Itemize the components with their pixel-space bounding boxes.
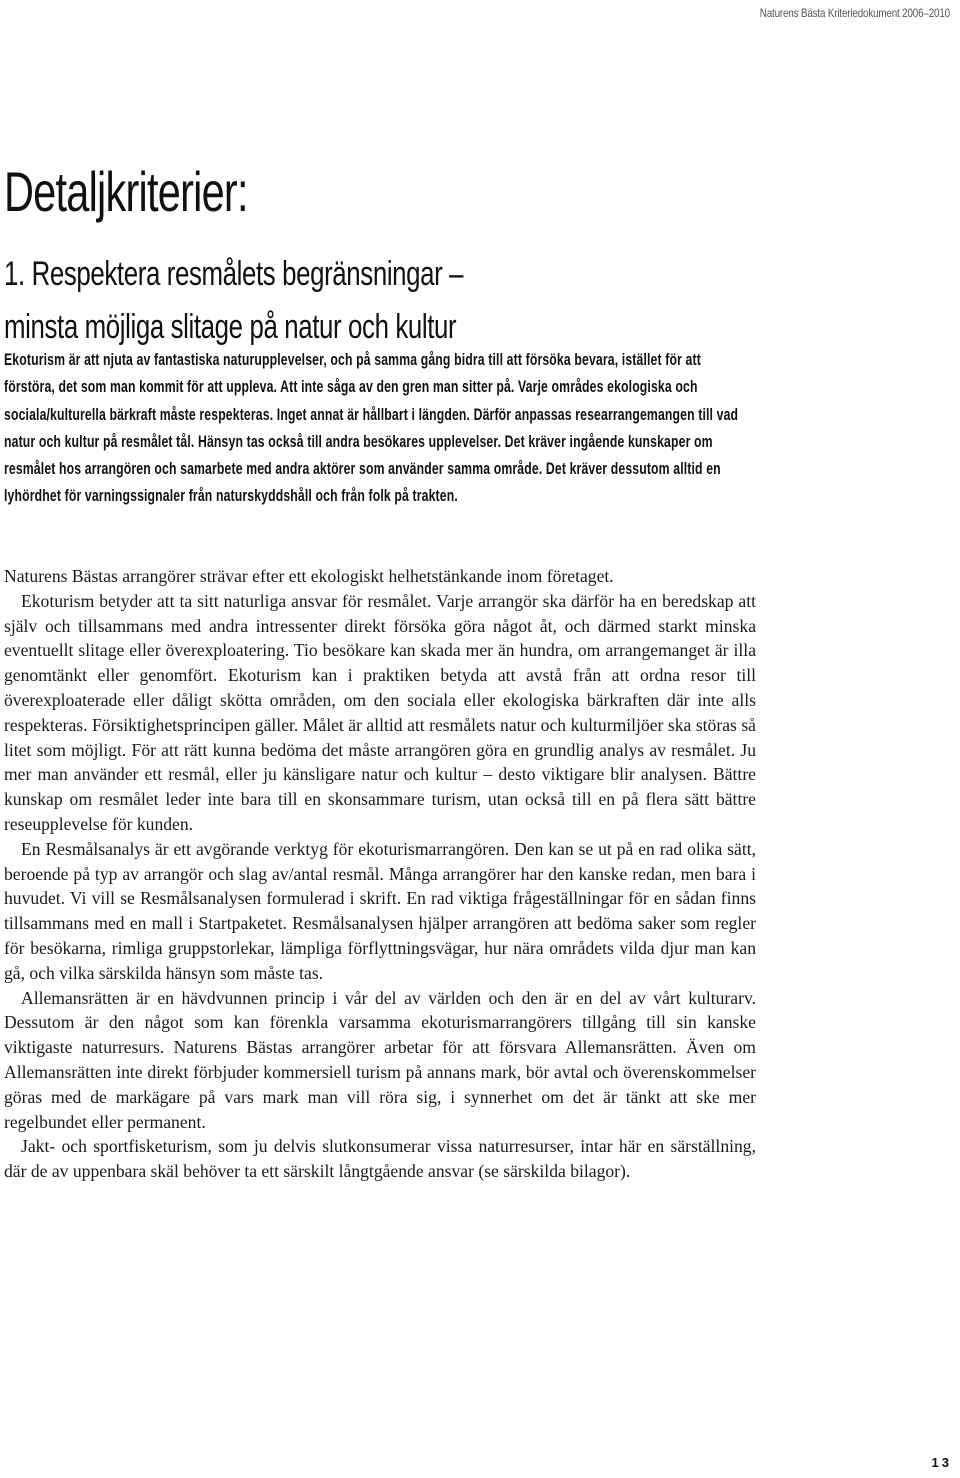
- body-text: [4, 564, 756, 1184]
- body-paragraph-1: Naturens Bästas arrangörer strävar efter ett ekologiskt helhetstänkande inom företaget.: [4, 566, 614, 586]
- section-heading: [4, 248, 490, 354]
- section-heading-line-1: 1. Respektera resmålets begränsningar –: [4, 255, 464, 293]
- body-paragraph-4: Allemansrätten är en hävdvunnen princip i vår del av världen och den är en del av vårt kulturarv. Dessutom är den något som kan förenkla varsamma ekoturismarrangörers tillgång till sin kanske viktigaste naturresurs. Naturens Bästas arrangörer arbetar för att försvara Allemansrätten. Även om Allemansrätten inte direkt förbjuder kommersiell turism på annans mark, bör avtal och överenskommelser göras med de markägare på vars mark man vill röra sig, i synnerhet om det är tänkt att ske mer regelbundet eller permanent.: [4, 987, 756, 1132]
- page-number: 13: [931, 1455, 952, 1470]
- body-paragraph-2: Ekoturism betyder att ta sitt naturliga ansvar för resmålet. Varje arrangör ska därför ha en beredskap att själv och tillsammans med andra intressenter direkt försöka göra något åt, och därmed starkt minska eventuellt slitage eller överexploatering. Tio besökare kan skada mer än hundra, om arrangemanget är illa genomtänkt eller genomfört. Ekoturism kan i praktiken betyda att avstå från att ordna resor till överexploaterade eller dåligt skötta områden, om den sociala eller ekologiska bärkraften där inte alls respekteras. Försiktighetsprincipen gäller. Målet är alltid att resmålets natur och kulturmiljöer ska störas så litet som möjligt. För att rätt kunna bedöma det måste arrangören göra en grundlig analys av resmålet. Ju mer man använder ett resmål, eller ju känsligare natur och kultur – desto viktigare blir analysen. Bättre kunskap om resmålet leder inte bara till en skonsammare turism, utan också till en på flera sätt bättre reseupplevelse för kunden.: [4, 590, 756, 834]
- body-paragraph-3: En Resmålsanalys är ett avgörande verktyg för ekoturismarrangören. Den kan se ut på en rad olika sätt, beroende på typ av arrangör och slag av/antal resmål. Många arrangörer har den kanske redan, men bara i huvudet. Vi vill se Resmålsanalysen formulerad i skrift. En rad viktiga frågeställningar för en sådan finns tillsammans med en mall i Startpaketet. Resmålsanalysen hjälper arrangören att bedöma saker som regler för besökarna, rimliga gruppstorlekar, lämpliga förflyttningsvägar, hur nära områdets vilda djur man kan gå, och vilka särskilda hänsyn som måste tas.: [4, 838, 756, 983]
- lead-paragraph: Ekoturism är att njuta av fantastiska naturupplevelser, och på samma gång bidra till att försöka bevara, istället för att förstöra, det som man kommit för att uppleva. Att inte såga av den gren man sitter på. Varje områdes ekologiska och sociala/kulturella bärkraft måste respekteras. Inget annat är hållbart i längden. Därför anpassas researrangemangen till vad natur och kultur på resmålet tål. Hänsyn tas också till andra besökares upplevelser. Det kräver ingående kunskaper om resmålet hos arrangören och samarbete med andra aktörer som använder samma område. Det kräver dessutom alltid en lyhördhet för varningssignaler från naturskyddshåll och från folk på trakten.: [4, 350, 739, 506]
- body-paragraph-5: Jakt- och sportfisketurism, som ju delvis slutkonsumerar vissa naturresurser, intar här en särställning, där de av uppenbara skäl behöver ta ett särskilt långtgående ansvar (se särskilda bilagor).: [4, 1136, 756, 1182]
- section-heading-line-2: minsta möjliga slitage på natur och kultur: [4, 308, 457, 346]
- page-title: Detaljkriterier:: [4, 160, 248, 223]
- running-header: Naturens Bästa Kriteriedokument 2006–2010: [759, 6, 950, 20]
